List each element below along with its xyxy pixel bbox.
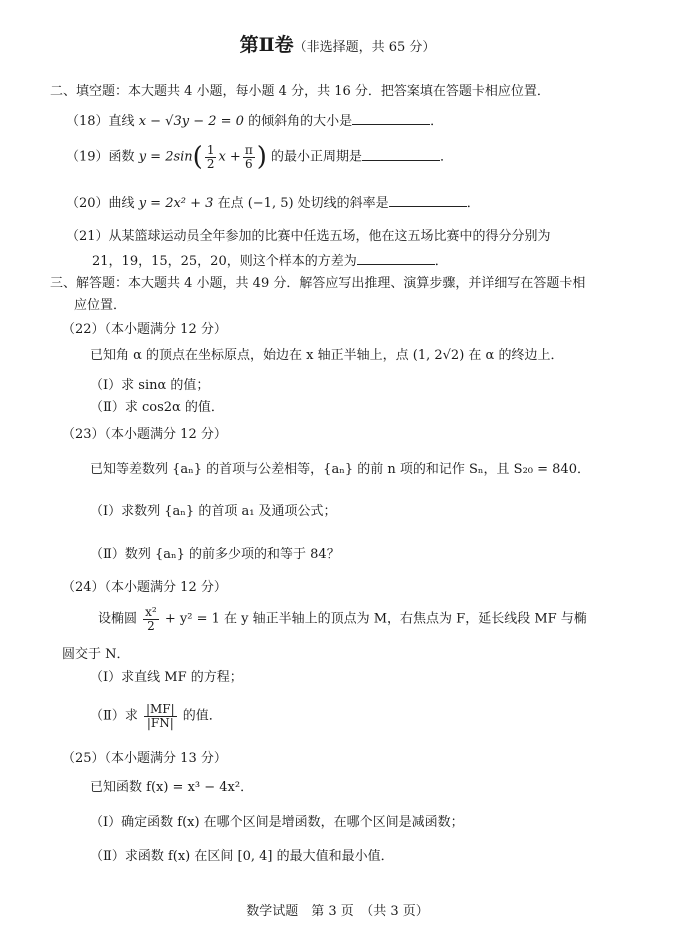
question-22-part1: （Ⅰ）求 sinα 的值；	[90, 378, 210, 393]
fraction-pi-sixth: $\frac{\pi}{6}$	[244, 143, 253, 171]
question-24-part2: （Ⅱ）求 $\frac{|MF|}{|FN|}$ 的值．	[90, 702, 222, 730]
title-sub: （非选择题，共 65 分）	[293, 40, 436, 55]
answer-blank-21	[357, 252, 435, 265]
q18-equation: x − √3y − 2 = 0	[138, 114, 244, 129]
fraction-mf-over-fn: $\frac{|MF|}{|FN|}$	[145, 702, 175, 730]
question-25-stem: 已知函数 f(x) = x³ − 4x²．	[90, 780, 254, 795]
fraction-x-squared-over-2: $\frac{\text{x²}}{2}$	[145, 605, 157, 633]
page-title	[0, 34, 675, 58]
answer-blank-19	[362, 148, 440, 161]
question-24-part1: （Ⅰ）求直线 MF 的方程；	[90, 670, 243, 685]
question-23-part1: （Ⅰ）求数列 {aₙ} 的首项 a₁ 及通项公式；	[90, 504, 337, 519]
question-24-heading: （24）（本小题满分 12 分）	[62, 580, 227, 595]
question-23-heading: （23）（本小题满分 12 分）	[62, 427, 227, 442]
fraction-one-half: $\frac{1}{2}$	[206, 143, 215, 171]
question-23-stem: 已知等差数列 {aₙ} 的首项与公差相等，{aₙ} 的前 n 项的和记作 Sₙ，且 S₂₀ = 840．	[90, 462, 590, 477]
question-25-part1: （Ⅰ）确定函数 f(x) 在哪个区间是增函数，在哪个区间是减函数；	[90, 815, 464, 830]
question-22-stem: 已知角 α 的顶点在坐标原点，始边在 x 轴正半轴上，点 (1, 2√2) 在 α 的终边上．	[90, 348, 564, 363]
question-25-part2: （Ⅱ）求函数 f(x) 在区间 [0, 4] 的最大值和最小值．	[90, 849, 394, 864]
question-22-part2: （Ⅱ）求 cos2α 的值．	[90, 400, 224, 415]
title-main: 第Ⅱ卷	[239, 34, 294, 56]
section-solve-heading-line2: 应位置．	[74, 298, 127, 313]
question-24-stem-line2: 圆交于 N．	[62, 647, 130, 662]
question-19: （19）函数 y = 2sin( $\frac{1}{2}$ x + $\frac{\pi}{6}$ ) 的最小正周期是 ．	[66, 142, 454, 173]
answer-blank-20	[389, 194, 467, 207]
question-18: （18）直线 x − √3y − 2 = 0 的倾斜角的大小是 ．	[66, 114, 444, 129]
question-22-heading: （22）（本小题满分 12 分）	[62, 322, 227, 337]
section-solve-heading: 三、解答题：本大题共 4 小题，共 49 分．解答应写出推理、演算步骤，并详细写在答题卡相	[50, 276, 586, 291]
question-24-stem: 设椭圆 $\frac{\text{x²}}{2}$ + y² = 1 在 y 轴正半轴上的顶点为 M，右焦点为 F，延长线段 MF 与椭	[98, 605, 587, 633]
question-23-part2: （Ⅱ）数列 {aₙ} 的前多少项的和等于 84？	[90, 547, 340, 562]
question-20: （20）曲线 y = 2x² + 3 在点 (−1, 5) 处切线的斜率是 ．	[66, 196, 480, 211]
question-21-line2: 21，19，15，25，20，则这个样本的方差为 ．	[92, 254, 448, 269]
section-fill-in-heading: 二、填空题：本大题共 4 小题，每小题 4 分，共 16 分．把答案填在答题卡相应位置．	[50, 84, 550, 99]
answer-blank-18	[352, 112, 430, 125]
question-25-heading: （25）（本小题满分 13 分）	[62, 751, 227, 766]
page-footer: 数学试题 第 3 页 （共 3 页）	[246, 904, 429, 919]
question-21: （21）从某篮球运动员全年参加的比赛中任选五场，他在这五场比赛中的得分分别为	[66, 229, 551, 244]
